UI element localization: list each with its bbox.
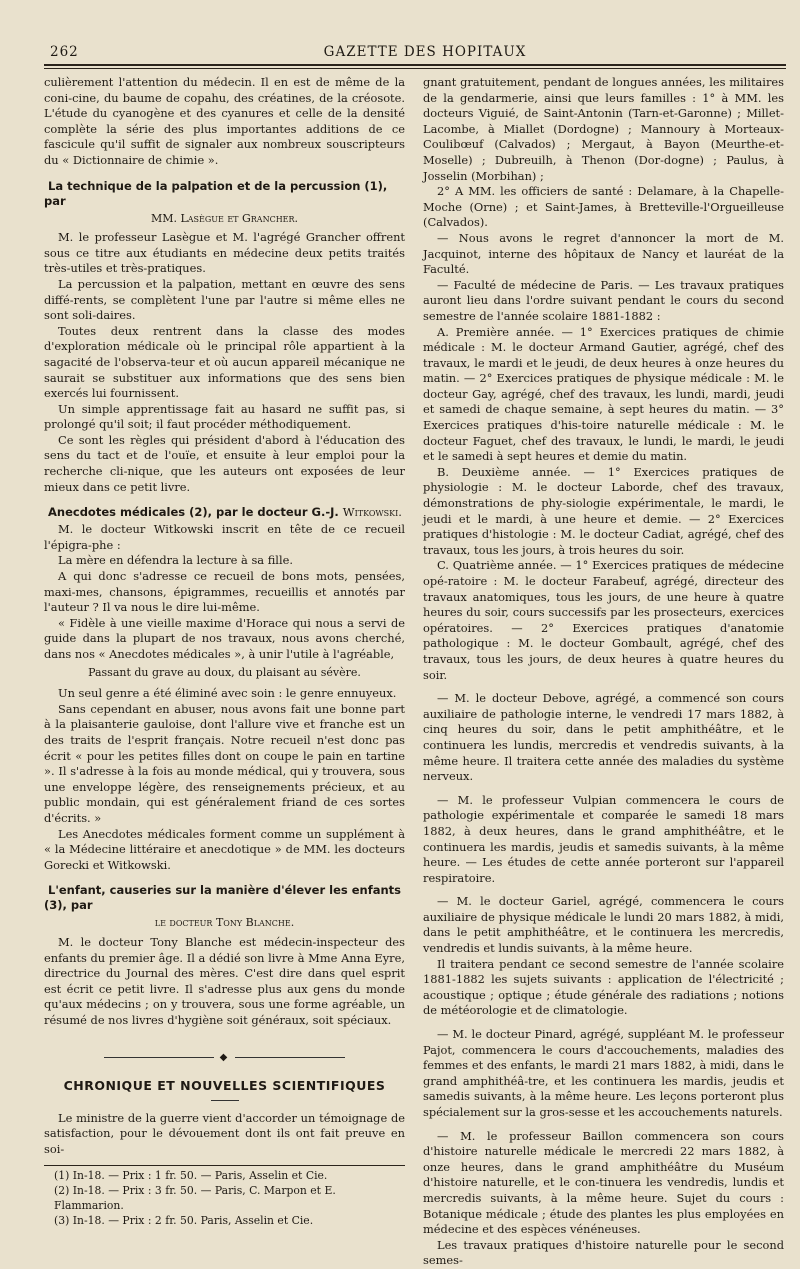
paragraph: A. Première année. — 1° Exercices pratiques de chimie médicale : M. le docteur Armand Gautier, agrégé, chef des travaux, le mardi et le jeudi, de deux heures à onze heures du matin. — 2° Exercices pratiques de physique médicale : M. le docteur Gay, agrégé, chef des travaux, les lundi, mardi, jeudi et samedi de chaque semaine, à sept heures du matin. — 3° Exercices pratiques d'his-toire naturelle médicale : M. le docteur Faguet, chef des travaux, le lundi, le mardi, le jeudi et le samedi à sept heures et demie du matin. xyxy=(423,324,784,464)
footnotes xyxy=(44,1165,405,1228)
page-number: 262 xyxy=(50,44,79,60)
paragraph: 2° A MM. les officiers de santé : Delamare, à la Chapelle-Moche (Orne) ; et Saint-James, à Bretteville-l'Orgueilleuse (Calvados). xyxy=(423,184,784,230)
review-title-enfant: L'enfant, causeries sur la manière d'élever les enfants (3), par xyxy=(44,883,402,913)
paragraph: La mère en défendra la lecture à sa fille. xyxy=(58,553,293,568)
page-header xyxy=(44,40,786,62)
left-column xyxy=(44,75,405,1269)
paragraph: C. Quatrième année. — 1° Exercices pratiques de médecine opé-ratoire : M. le docteur Farabeuf, agrégé, directeur des travaux anatomiques, tous les jours, de une heure à quatre heures du soir, cours successifs par les prosecteurs, exercices opératoires. — 2° Exercices pratiques d'anatomie pathologique : M. le docteur Gombault, agrégé, chef des travaux, tous les jours, de deux heures à quatre heures du soir. xyxy=(423,558,784,682)
paragraph: gnant gratuitement, pendant de longues années, les militaires de la gendarmerie, ainsi que leurs familles : 1° à MM. les docteurs Viguié, de Saint-Antonin (Tarn-et-Garonne) ; Millet-Lacombe, à Miallet (Dordogne) ; Mannoury à Morteaux-Coulibœuf (Calvados) ; Mergaut, à Bayon (Meurthe-et-Moselle) ; Dubreuilh, à Thenon (Dor-dogne) ; Paulus, à Josselin (Morbihan) ; xyxy=(423,75,784,183)
verse-quote: Passant du grave au doux, du plaisant au sévère. xyxy=(88,665,361,679)
paragraph: M. le docteur Tony Blanche est médecin-inspecteur des enfants du premier âge. Il a dédié son livre à Mme Anna Eyre, directrice du Journal des mères. C'est dire dans quel esprit est écrit ce petit livre. Il s'adresse plus aux gens du monde qu'aux médecins ; on y trouvera, sous une forme agréable, un résumé de nos livres d'hygiène soit généraux, soit spéciaux. xyxy=(44,934,405,1027)
header-rule xyxy=(44,64,786,66)
paragraph: — M. le docteur Debove, agrégé, a commencé son cours auxiliaire de pathologie interne, le vendredi 17 mars 1882, à cinq heures du soir, dans le petit amphithéâtre, et le continuera les lundis, mercredis et vendredis suivants, à la même heure. Il traitera cette année des maladies du système nerveux. xyxy=(423,691,784,784)
header-rule-thin xyxy=(44,68,786,69)
paragraph: Il traitera pendant ce second semestre de l'année scolaire 1881-1882 les sujets suivants : application de l'électricité ; acoustique ; optique ; étude générale des radiations ; notions de météorologie et de climatologie. xyxy=(423,956,784,1018)
footnote: (2) In-18. — Prix : 3 fr. 50. — Paris, C. Marpon et E. Flammarion. xyxy=(54,1184,336,1213)
paragraph: Les travaux pratiques d'histoire naturelle pour le second semes- xyxy=(423,1237,784,1268)
journal-title: GAZETTE DES HOPITAUX xyxy=(323,44,527,60)
paragraph: M. le professeur Lasègue et M. l'agrégé Grancher offrent sous ce titre aux étudiants en médecine deux petits traités très-utiles et très-pratiques. xyxy=(44,230,405,276)
paragraph: Les Anecdotes médicales forment comme un supplément à « la Médecine littéraire et anecdotique » de MM. les docteurs Gorecki et Witkowski. xyxy=(44,826,405,872)
paragraph: « Fidèle à une vieille maxime d'Horace qui nous a servi de guide dans la plupart de nos travaux, nous avons cherché, dans nos « Anecdotes médicales », à unir l'utile à l'agréable, xyxy=(44,615,405,661)
chronicle-title: CHRONIQUE ET NOUVELLES SCIENTIFIQUES xyxy=(63,1078,386,1094)
paragraph: La percussion et la palpation, mettant en œuvre des sens diffé-rents, se complètent l'une par l'autre si même elles ne sont soli-daires. xyxy=(44,276,405,323)
short-rule xyxy=(211,1100,239,1101)
paragraph: Toutes deux rentrent dans la classe des modes d'exploration médicale où le principal rôle appartient à la sagacité de l'observa-teur et où aucun appareil mécanique ne saurait se substituer aux informations que des sens bien exercés lui fournissent. xyxy=(44,323,405,401)
paragraph: — M. le docteur Gariel, agrégé, commencera le cours auxiliaire de physique médicale le lundi 20 mars 1882, à midi, dans le petit amphithéâtre, et le continuera les mercredis, vendredis et lundis suivants, à la même heure. xyxy=(423,894,784,956)
paragraph: — M. le professeur Vulpian commencera le cours de pathologie expérimentale et comparée le samedi 18 mars 1882, à deux heures, dans le grand amphithéâtre, et le continuera les mardis, jeudis et samedis suivants, à la même heure. — Les études de cette année porteront sur l'appareil respiratoire. xyxy=(423,792,784,885)
paragraph: Un seul genre a été éliminé avec soin : le genre ennuyeux. xyxy=(58,686,397,701)
review-author-palpation: MM. Lasègue et Grancher. xyxy=(150,211,299,225)
footnote: (3) In-18. — Prix : 2 fr. 50. Paris, Asselin et Cie. xyxy=(54,1214,314,1228)
paragraph: — M. le docteur Pinard, agrégé, suppléant M. le professeur Pajot, commencera le cours d'accouchements, maladies des femmes et des enfants, le mardi 21 mars 1882, à midi, dans le grand amphithéâ-tre, et les continuera les mardis, jeudis et samedis suivants, à la même heure. Les leçons porteront plus spécialement sur la gros-sesse et les accouchements naturels. xyxy=(423,1027,784,1119)
paragraph: Sans cependant en abuser, nous avons fait une bonne part à la plaisanterie gauloise, dont l'allure vive et franche est un des traits de l'esprit français. Notre recueil n'est donc pas écrit « pour les petites filles dont on coupe le pain en tartine ». Il s'adresse à la fois au monde médical, qui y trouvera, sous une enveloppe légère, des renseignements précieux, et au public mondain, qui est généralement friand de ces sortes d'écrits. » xyxy=(44,701,405,825)
section-divider: ◆ xyxy=(44,1050,405,1066)
paragraph: — Nous avons le regret d'annoncer la mort de M. Jacquinot, interne des hôpitaux de Nancy et lauréat de la Faculté. xyxy=(423,230,784,277)
paragraph: — M. le professeur Baillon commencera son cours d'histoire naturelle médicale le mercredi 22 mars 1882, à onze heures, dans le grand amphithéâtre du Muséum d'histoire naturelle, et le con-tinuera les vendredis, lundis et mercredis suivants, à la même heure. Sujet du cours : Botanique médicale ; étude des plantes les plus employées en médecine et des espèces vénéneuses. xyxy=(423,1128,784,1237)
intro-paragraph: culièrement l'attention du médecin. Il en est de même de la coni-cine, du baume de copahu, des créatines, de la créosote. L'étude du cyanogène et des cyanures et celle de la densité complète la série des plus importantes additions de ce fascicule qu'il suffit de signaler aux nombreux souscripteurs du « Dictionnaire de chimie ». xyxy=(44,75,405,167)
paragraph: A qui donc s'adresse ce recueil de bons mots, pensées, maxi-mes, chansons, épigrammes, recueillis et annotés par l'auteur ? Il va nous le dire lui-même. xyxy=(44,569,405,615)
footnote: (1) In-18. — Prix : 1 fr. 50. — Paris, Asselin et Cie. xyxy=(54,1169,328,1183)
paragraph: M. le docteur Witkowski inscrit en tête de ce recueil l'épigra-phe : xyxy=(44,522,405,552)
paragraph: Ce sont les règles qui président d'abord à l'éducation des sens du tact et de l'ouïe, et ensuite à leur emploi pour la recherche cli-nique, que les auteurs ont exposées de leur mieux dans ce petit livre. xyxy=(44,432,405,494)
review-title-anecdotes: Anecdotes médicales (2), par le docteur G.-J. Witkowski. xyxy=(48,505,402,520)
paragraph: Un simple apprentissage fait au hasard ne suffit pas, si prolongé qu'il soit; il faut procéder méthodiquement. xyxy=(44,401,405,432)
columns xyxy=(44,75,786,1269)
review-author-enfant: le docteur Tony Blanche. xyxy=(154,916,295,930)
right-column xyxy=(423,75,784,1269)
review-title-palpation: La technique de la palpation et de la percussion (1), par xyxy=(44,178,388,208)
paragraph: Le ministre de la guerre vient d'accorder un témoignage de satisfaction, pour le dévouement dont ils ont fait preuve en soi- xyxy=(44,1110,405,1156)
paragraph: — Faculté de médecine de Paris. — Les travaux pratiques auront lieu dans l'ordre suivant pendant le cours du second semestre de l'année scolaire 1881-1882 : xyxy=(423,277,784,323)
paragraph: B. Deuxième année. — 1° Exercices pratiques de physiologie : M. le docteur Laborde, chef des travaux, démonstrations de phy-siologie expérimentale, le mardi, le jeudi et le mardi, à une heure et demie. — 2° Exercices pratiques d'histologie : M. le docteur Cadiat, agrégé, chef des travaux, tous les jours, à trois heures du soir. xyxy=(423,464,784,557)
